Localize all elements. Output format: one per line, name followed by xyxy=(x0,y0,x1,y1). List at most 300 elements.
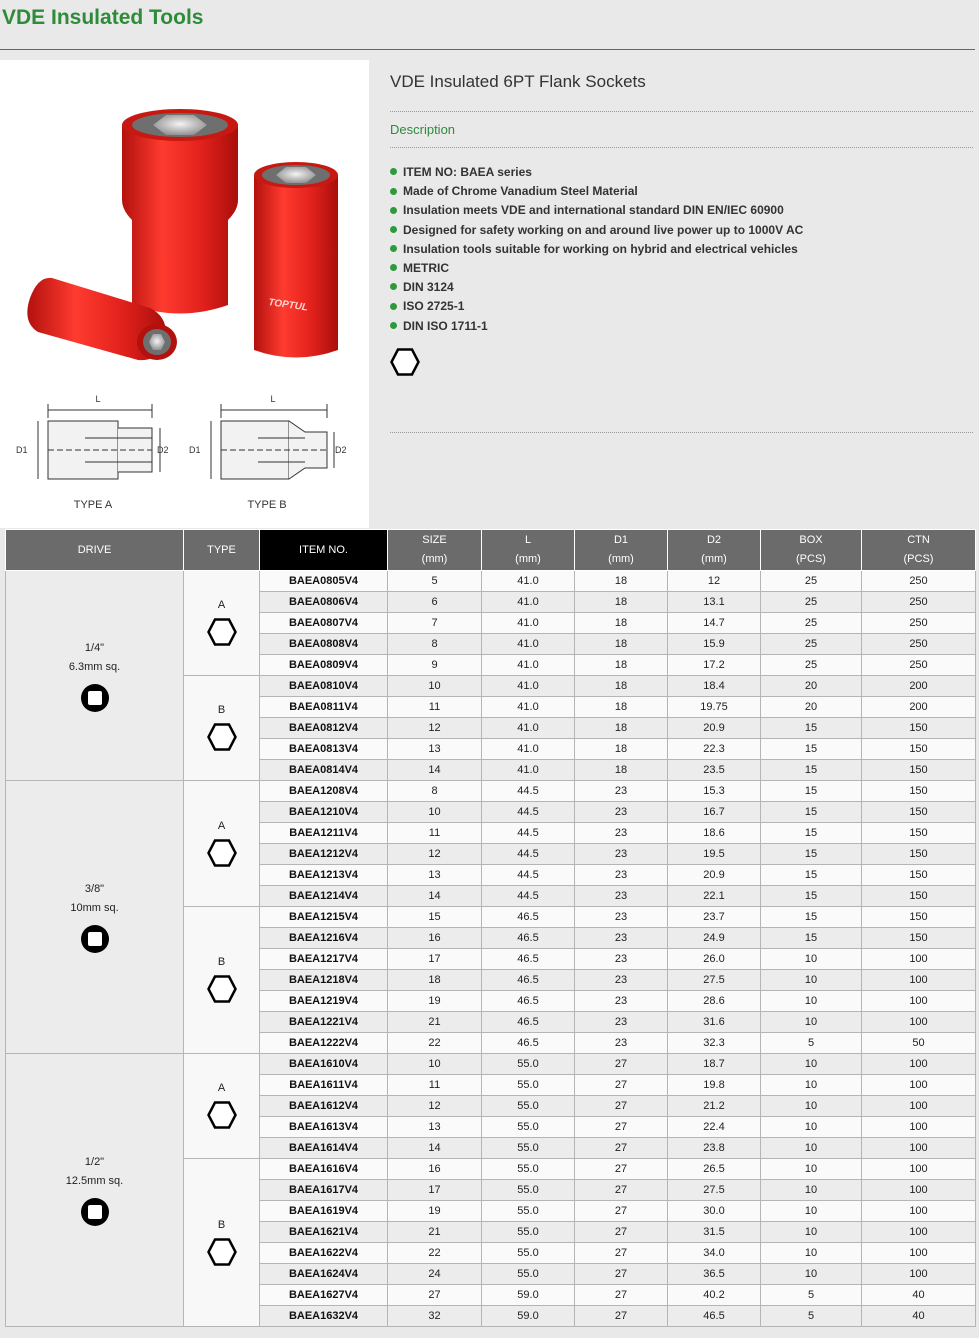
cell-box-qty: 15 xyxy=(761,718,862,739)
cell-ctn-qty: 150 xyxy=(862,844,976,865)
cell-size: 13 xyxy=(388,865,482,886)
cell-box-qty: 20 xyxy=(761,676,862,697)
cell-ctn-qty: 150 xyxy=(862,886,976,907)
cell-length: 41.0 xyxy=(482,571,575,592)
cell-size: 6 xyxy=(388,592,482,613)
cell-d2: 19.5 xyxy=(668,844,761,865)
square-drive-icon xyxy=(80,924,110,954)
type-letter: B xyxy=(217,956,226,968)
cell-d2: 22.4 xyxy=(668,1117,761,1138)
cell-d1: 23 xyxy=(575,823,668,844)
cell-d2: 14.7 xyxy=(668,613,761,634)
cell-box-qty: 15 xyxy=(761,928,862,949)
drive-cell xyxy=(6,781,184,1054)
hexagon-6pt-icon xyxy=(390,347,420,377)
cell-size: 19 xyxy=(388,991,482,1012)
cell-length: 41.0 xyxy=(482,634,575,655)
divider xyxy=(390,432,973,433)
type-cell xyxy=(184,781,260,907)
dim-d2-a: D2 xyxy=(157,445,169,455)
cell-d1: 27 xyxy=(575,1117,668,1138)
cell-d1: 27 xyxy=(575,1222,668,1243)
cell-ctn-qty: 100 xyxy=(862,1138,976,1159)
cell-box-qty: 5 xyxy=(761,1306,862,1327)
cell-size: 15 xyxy=(388,907,482,928)
cell-size: 19 xyxy=(388,1201,482,1222)
cell-size: 24 xyxy=(388,1264,482,1285)
cell-length: 59.0 xyxy=(482,1285,575,1306)
cell-d1: 27 xyxy=(575,1096,668,1117)
cell-ctn-qty: 250 xyxy=(862,655,976,676)
feature-item: ITEM NO: BAEA series xyxy=(390,163,803,182)
cell-item-no: BAEA0805V4 xyxy=(260,571,388,592)
cell-d1: 27 xyxy=(575,1201,668,1222)
cell-ctn-qty: 200 xyxy=(862,676,976,697)
type-cell xyxy=(184,676,260,781)
cell-ctn-qty: 200 xyxy=(862,697,976,718)
cell-ctn-qty: 100 xyxy=(862,1117,976,1138)
cell-size: 12 xyxy=(388,718,482,739)
cell-size: 17 xyxy=(388,1180,482,1201)
cell-box-qty: 15 xyxy=(761,781,862,802)
cell-d1: 18 xyxy=(575,634,668,655)
cell-length: 41.0 xyxy=(482,592,575,613)
feature-item: Designed for safety working on and around live power up to 1000V AC xyxy=(390,221,803,240)
type-cell xyxy=(184,1054,260,1159)
cell-size: 16 xyxy=(388,928,482,949)
cell-d1: 18 xyxy=(575,613,668,634)
cell-d1: 23 xyxy=(575,949,668,970)
cell-d2: 15.9 xyxy=(668,634,761,655)
cell-box-qty: 10 xyxy=(761,970,862,991)
cell-ctn-qty: 100 xyxy=(862,1222,976,1243)
cell-d1: 23 xyxy=(575,1012,668,1033)
cell-box-qty: 10 xyxy=(761,1222,862,1243)
square-drive-icon xyxy=(80,1197,110,1227)
cell-size: 18 xyxy=(388,970,482,991)
cell-box-qty: 10 xyxy=(761,1138,862,1159)
cell-d1: 27 xyxy=(575,1138,668,1159)
cell-item-no: BAEA1213V4 xyxy=(260,865,388,886)
cell-ctn-qty: 100 xyxy=(862,1159,976,1180)
cell-d2: 21.2 xyxy=(668,1096,761,1117)
cell-item-no: BAEA1212V4 xyxy=(260,844,388,865)
feature-item: DIN 3124 xyxy=(390,278,803,297)
cell-d1: 27 xyxy=(575,1075,668,1096)
cell-box-qty: 10 xyxy=(761,1201,862,1222)
cell-d1: 27 xyxy=(575,1243,668,1264)
cell-box-qty: 10 xyxy=(761,991,862,1012)
cell-item-no: BAEA1616V4 xyxy=(260,1159,388,1180)
cell-d1: 18 xyxy=(575,592,668,613)
cell-item-no: BAEA1627V4 xyxy=(260,1285,388,1306)
cell-ctn-qty: 150 xyxy=(862,907,976,928)
hexagon-6pt-icon xyxy=(207,617,237,647)
cell-d1: 18 xyxy=(575,739,668,760)
cell-size: 10 xyxy=(388,802,482,823)
cell-d2: 23.5 xyxy=(668,760,761,781)
cell-d2: 16.7 xyxy=(668,802,761,823)
table-header-row xyxy=(6,530,976,571)
cell-item-no: BAEA1211V4 xyxy=(260,823,388,844)
cell-ctn-qty: 150 xyxy=(862,865,976,886)
cell-length: 46.5 xyxy=(482,949,575,970)
cell-length: 44.5 xyxy=(482,802,575,823)
cell-item-no: BAEA1219V4 xyxy=(260,991,388,1012)
cell-ctn-qty: 100 xyxy=(862,1180,976,1201)
bullet-icon xyxy=(390,188,397,195)
cell-d1: 27 xyxy=(575,1159,668,1180)
drive-square-size: 12.5mm sq. xyxy=(65,1175,124,1187)
cell-item-no: BAEA0812V4 xyxy=(260,718,388,739)
cell-size: 14 xyxy=(388,1138,482,1159)
cell-length: 55.0 xyxy=(482,1180,575,1201)
cell-d2: 19.75 xyxy=(668,697,761,718)
hexagon-6pt-icon xyxy=(207,1237,237,1267)
cell-length: 55.0 xyxy=(482,1159,575,1180)
col-drive: DRIVE xyxy=(6,530,184,571)
cell-length: 44.5 xyxy=(482,781,575,802)
cell-length: 41.0 xyxy=(482,718,575,739)
cell-ctn-qty: 150 xyxy=(862,802,976,823)
cell-box-qty: 20 xyxy=(761,697,862,718)
cell-d1: 27 xyxy=(575,1180,668,1201)
cell-ctn-qty: 100 xyxy=(862,1075,976,1096)
hexagon-6pt-icon xyxy=(207,722,237,752)
cell-item-no: BAEA1611V4 xyxy=(260,1075,388,1096)
cell-size: 27 xyxy=(388,1285,482,1306)
cell-item-no: BAEA1216V4 xyxy=(260,928,388,949)
cell-box-qty: 10 xyxy=(761,1054,862,1075)
cell-d1: 27 xyxy=(575,1306,668,1327)
cell-item-no: BAEA1613V4 xyxy=(260,1117,388,1138)
cell-d1: 27 xyxy=(575,1285,668,1306)
cell-box-qty: 10 xyxy=(761,949,862,970)
cell-size: 11 xyxy=(388,697,482,718)
cell-d2: 26.5 xyxy=(668,1159,761,1180)
cell-d2: 13.1 xyxy=(668,592,761,613)
col-ctn: CTN (PCS) xyxy=(862,530,976,571)
feature-item: Insulation meets VDE and international standard DIN EN/IEC 60900 xyxy=(390,201,803,220)
cell-box-qty: 15 xyxy=(761,739,862,760)
product-title: VDE Insulated 6PT Flank Sockets xyxy=(390,72,646,91)
cell-size: 8 xyxy=(388,634,482,655)
col-l: L (mm) xyxy=(482,530,575,571)
type-letter: A xyxy=(217,819,226,832)
cell-ctn-qty: 250 xyxy=(862,571,976,592)
cell-item-no: BAEA0809V4 xyxy=(260,655,388,676)
type-b-label: TYPE B xyxy=(247,499,287,511)
cell-d2: 26.0 xyxy=(668,949,761,970)
cell-box-qty: 15 xyxy=(761,865,862,886)
cell-length: 46.5 xyxy=(482,970,575,991)
cell-size: 21 xyxy=(388,1012,482,1033)
cell-ctn-qty: 100 xyxy=(862,1096,976,1117)
bullet-icon xyxy=(390,303,397,310)
bullet-icon xyxy=(390,226,397,233)
cell-ctn-qty: 100 xyxy=(862,1264,976,1285)
cell-d2: 30.0 xyxy=(668,1201,761,1222)
cell-length: 55.0 xyxy=(482,1075,575,1096)
hexagon-6pt-icon xyxy=(207,974,237,1004)
drive-size: 1/2" xyxy=(84,1156,105,1168)
cell-item-no: BAEA1214V4 xyxy=(260,886,388,907)
cell-box-qty: 25 xyxy=(761,571,862,592)
col-type: TYPE xyxy=(184,530,260,571)
dim-l-a: L xyxy=(95,394,101,404)
cell-d2: 31.5 xyxy=(668,1222,761,1243)
cell-d2: 34.0 xyxy=(668,1243,761,1264)
dim-d2-b: D2 xyxy=(335,445,347,455)
cell-d1: 23 xyxy=(575,928,668,949)
cell-item-no: BAEA1619V4 xyxy=(260,1201,388,1222)
cell-d1: 18 xyxy=(575,760,668,781)
bullet-icon xyxy=(390,245,397,252)
feature-list xyxy=(390,163,803,336)
cell-ctn-qty: 40 xyxy=(862,1306,976,1327)
cell-d2: 20.9 xyxy=(668,865,761,886)
cell-d2: 40.2 xyxy=(668,1285,761,1306)
cell-ctn-qty: 150 xyxy=(862,781,976,802)
cell-size: 17 xyxy=(388,949,482,970)
cell-box-qty: 25 xyxy=(761,634,862,655)
cell-d2: 17.2 xyxy=(668,655,761,676)
cell-size: 14 xyxy=(388,760,482,781)
cell-d1: 23 xyxy=(575,781,668,802)
cell-box-qty: 5 xyxy=(761,1285,862,1306)
cell-size: 10 xyxy=(388,676,482,697)
cell-box-qty: 10 xyxy=(761,1243,862,1264)
cell-item-no: BAEA1210V4 xyxy=(260,802,388,823)
drive-cell xyxy=(6,1054,184,1327)
cell-item-no: BAEA1222V4 xyxy=(260,1033,388,1054)
cell-d2: 27.5 xyxy=(668,1180,761,1201)
cell-length: 41.0 xyxy=(482,655,575,676)
type-letter: B xyxy=(217,1218,226,1231)
cell-d2: 18.6 xyxy=(668,823,761,844)
cell-box-qty: 15 xyxy=(761,823,862,844)
bullet-icon xyxy=(390,322,397,329)
cell-ctn-qty: 100 xyxy=(862,1012,976,1033)
brand-label: TOPTUL xyxy=(267,297,309,314)
bullet-icon xyxy=(390,207,397,214)
cell-d1: 23 xyxy=(575,907,668,928)
drive-size: 3/8" xyxy=(84,883,105,895)
cell-ctn-qty: 100 xyxy=(862,991,976,1012)
cell-item-no: BAEA1208V4 xyxy=(260,781,388,802)
hexagon-6pt-icon xyxy=(207,1100,237,1130)
cell-size: 12 xyxy=(388,844,482,865)
dim-l-b: L xyxy=(270,394,276,404)
description-heading: Description xyxy=(390,122,456,137)
col-d2: D2 (mm) xyxy=(668,530,761,571)
cell-length: 44.5 xyxy=(482,823,575,844)
spec-table xyxy=(5,529,976,1327)
cell-length: 44.5 xyxy=(482,865,575,886)
square-drive-icon xyxy=(80,683,110,713)
cell-item-no: BAEA0811V4 xyxy=(260,697,388,718)
product-image-area xyxy=(0,60,369,528)
cell-d2: 18.4 xyxy=(668,676,761,697)
cell-box-qty: 15 xyxy=(761,802,862,823)
feature-item: Insulation tools suitable for working on hybrid and electrical vehicles xyxy=(390,240,803,259)
cell-d2: 32.3 xyxy=(668,1033,761,1054)
cell-length: 41.0 xyxy=(482,760,575,781)
cell-size: 10 xyxy=(388,1054,482,1075)
drive-size: 1/4" xyxy=(84,641,105,654)
table-row xyxy=(6,571,976,592)
cell-d2: 12 xyxy=(668,571,761,592)
cell-length: 41.0 xyxy=(482,697,575,718)
table-row xyxy=(6,1054,976,1075)
cell-d1: 18 xyxy=(575,718,668,739)
cell-ctn-qty: 150 xyxy=(862,928,976,949)
cell-d2: 46.5 xyxy=(668,1306,761,1327)
cell-length: 55.0 xyxy=(482,1222,575,1243)
col-d1: D1 (mm) xyxy=(575,530,668,571)
cell-d1: 23 xyxy=(575,1033,668,1054)
cell-d2: 22.3 xyxy=(668,739,761,760)
cell-size: 22 xyxy=(388,1243,482,1264)
cell-length: 46.5 xyxy=(482,928,575,949)
bullet-icon xyxy=(390,264,397,271)
cell-box-qty: 10 xyxy=(761,1012,862,1033)
cell-d1: 23 xyxy=(575,802,668,823)
drive-square-size: 10mm sq. xyxy=(70,902,119,914)
cell-size: 14 xyxy=(388,886,482,907)
cell-item-no: BAEA1215V4 xyxy=(260,907,388,928)
cell-item-no: BAEA1617V4 xyxy=(260,1180,388,1201)
page-title: VDE Insulated Tools xyxy=(2,6,204,29)
type-cell xyxy=(184,571,260,676)
cell-length: 46.5 xyxy=(482,1012,575,1033)
cell-d1: 23 xyxy=(575,886,668,907)
title-divider xyxy=(0,49,975,50)
col-item-no: ITEM NO. xyxy=(260,530,388,571)
cell-box-qty: 25 xyxy=(761,613,862,634)
cell-size: 11 xyxy=(388,823,482,844)
feature-item: Made of Chrome Vanadium Steel Material xyxy=(390,182,803,201)
cell-length: 55.0 xyxy=(482,1264,575,1285)
dim-d1-b: D1 xyxy=(189,445,201,455)
type-letter: B xyxy=(217,704,226,716)
cell-length: 46.5 xyxy=(482,991,575,1012)
cell-size: 12 xyxy=(388,1096,482,1117)
cell-length: 44.5 xyxy=(482,844,575,865)
divider xyxy=(390,111,973,112)
cell-d1: 18 xyxy=(575,697,668,718)
cell-size: 5 xyxy=(388,571,482,592)
cell-item-no: BAEA1621V4 xyxy=(260,1222,388,1243)
cell-d2: 28.6 xyxy=(668,991,761,1012)
cell-ctn-qty: 250 xyxy=(862,634,976,655)
cell-box-qty: 25 xyxy=(761,592,862,613)
cell-d2: 36.5 xyxy=(668,1264,761,1285)
cell-item-no: BAEA1614V4 xyxy=(260,1138,388,1159)
cell-d2: 23.7 xyxy=(668,907,761,928)
cell-length: 55.0 xyxy=(482,1054,575,1075)
cell-box-qty: 10 xyxy=(761,1159,862,1180)
cell-box-qty: 5 xyxy=(761,1033,862,1054)
cell-item-no: BAEA0810V4 xyxy=(260,676,388,697)
cell-item-no: BAEA0813V4 xyxy=(260,739,388,760)
cell-item-no: BAEA1610V4 xyxy=(260,1054,388,1075)
feature-item: ISO 2725-1 xyxy=(390,297,803,316)
cell-d1: 23 xyxy=(575,865,668,886)
cell-box-qty: 15 xyxy=(761,907,862,928)
cell-box-qty: 10 xyxy=(761,1117,862,1138)
cell-ctn-qty: 150 xyxy=(862,823,976,844)
cell-length: 46.5 xyxy=(482,1033,575,1054)
cell-d1: 18 xyxy=(575,571,668,592)
cell-d1: 18 xyxy=(575,655,668,676)
cell-d2: 18.7 xyxy=(668,1054,761,1075)
cell-ctn-qty: 150 xyxy=(862,760,976,781)
cell-length: 41.0 xyxy=(482,613,575,634)
cell-size: 9 xyxy=(388,655,482,676)
cell-length: 41.0 xyxy=(482,739,575,760)
cell-d2: 23.8 xyxy=(668,1138,761,1159)
cell-d2: 20.9 xyxy=(668,718,761,739)
cell-d2: 24.9 xyxy=(668,928,761,949)
cell-ctn-qty: 250 xyxy=(862,613,976,634)
cell-ctn-qty: 100 xyxy=(862,1201,976,1222)
col-size: SIZE (mm) xyxy=(388,530,482,571)
table-row xyxy=(6,781,976,802)
cell-d2: 19.8 xyxy=(668,1075,761,1096)
cell-length: 41.0 xyxy=(482,676,575,697)
cell-length: 55.0 xyxy=(482,1117,575,1138)
cell-box-qty: 10 xyxy=(761,1264,862,1285)
cell-item-no: BAEA0808V4 xyxy=(260,634,388,655)
cell-ctn-qty: 150 xyxy=(862,739,976,760)
cell-box-qty: 10 xyxy=(761,1180,862,1201)
cell-item-no: BAEA1218V4 xyxy=(260,970,388,991)
col-box: BOX (PCS) xyxy=(761,530,862,571)
cell-d1: 18 xyxy=(575,676,668,697)
cell-length: 55.0 xyxy=(482,1201,575,1222)
cell-ctn-qty: 40 xyxy=(862,1285,976,1306)
type-letter: A xyxy=(217,599,226,611)
cell-ctn-qty: 100 xyxy=(862,1243,976,1264)
cell-d2: 22.1 xyxy=(668,886,761,907)
cell-d2: 27.5 xyxy=(668,970,761,991)
type-a-label: TYPE A xyxy=(73,499,113,511)
cell-length: 59.0 xyxy=(482,1306,575,1327)
cell-box-qty: 10 xyxy=(761,1075,862,1096)
cell-size: 13 xyxy=(388,739,482,760)
dim-d1-a: D1 xyxy=(16,445,28,455)
cell-ctn-qty: 50 xyxy=(862,1033,976,1054)
dimension-drawing xyxy=(0,388,369,528)
cell-length: 44.5 xyxy=(482,886,575,907)
cell-item-no: BAEA1624V4 xyxy=(260,1264,388,1285)
cell-d1: 27 xyxy=(575,1054,668,1075)
hexagon-6pt-icon xyxy=(207,838,237,868)
cell-ctn-qty: 100 xyxy=(862,970,976,991)
cell-item-no: BAEA1622V4 xyxy=(260,1243,388,1264)
cell-ctn-qty: 100 xyxy=(862,1054,976,1075)
bullet-icon xyxy=(390,168,397,175)
cell-box-qty: 15 xyxy=(761,844,862,865)
cell-d1: 23 xyxy=(575,970,668,991)
drive-cell xyxy=(6,571,184,781)
type-letter: A xyxy=(217,1082,226,1094)
cell-length: 46.5 xyxy=(482,907,575,928)
cell-item-no: BAEA1612V4 xyxy=(260,1096,388,1117)
cell-d2: 31.6 xyxy=(668,1012,761,1033)
cell-length: 55.0 xyxy=(482,1243,575,1264)
